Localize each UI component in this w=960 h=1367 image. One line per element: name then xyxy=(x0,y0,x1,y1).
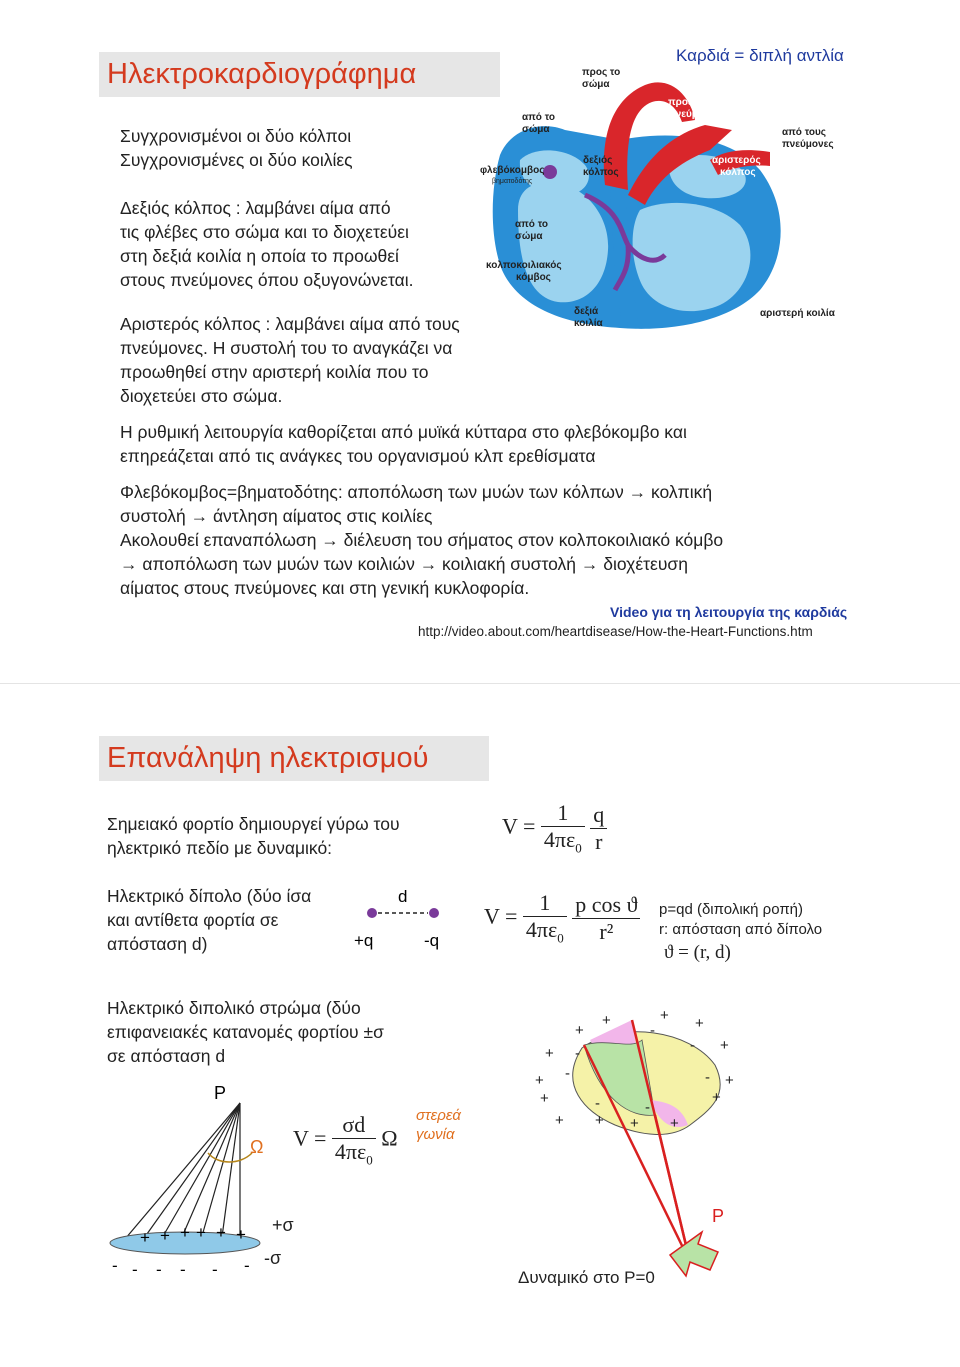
dipole-figure xyxy=(350,880,460,960)
layer-plus-3: + xyxy=(180,1223,190,1242)
layer-plus-6: + xyxy=(236,1225,246,1244)
layer-minus-4: - xyxy=(180,1260,186,1279)
layer-minus-3: - xyxy=(156,1260,162,1279)
surface-minus-4: - xyxy=(650,1022,655,1039)
label-right-atrium: δεξιός κόλπος xyxy=(583,155,619,178)
surface-minus-5: - xyxy=(690,1037,695,1054)
dipole-plus-label: +q xyxy=(354,931,374,950)
surface-plus-10: + xyxy=(725,1072,734,1089)
plus-sigma-label: +σ xyxy=(272,1215,294,1235)
dipole-minus-label: -q xyxy=(424,931,440,950)
slide-separator xyxy=(0,683,960,684)
heart-diagram xyxy=(470,60,850,340)
surface-plus-11: + xyxy=(712,1089,721,1106)
surface-plus-7: + xyxy=(660,1007,669,1024)
label-to-body-top: προς το σώμα xyxy=(582,67,621,90)
video-url[interactable]: http://video.about.com/heartdisease/How-the-Heart-Functions.htm xyxy=(418,624,813,639)
surface-plus-14: + xyxy=(670,1115,679,1132)
surface-minus-2: - xyxy=(565,1065,570,1082)
surface-plus-6: + xyxy=(555,1112,564,1129)
slide1-subtitle: Καρδιά = διπλή αντλία xyxy=(676,46,844,65)
surface-minus-6: - xyxy=(705,1069,710,1086)
closed-surface-figure xyxy=(520,1000,760,1290)
dipole-d: d xyxy=(398,887,408,906)
layer-minus-5: - xyxy=(212,1260,218,1279)
video-link-label[interactable]: Video για τη λειτουργία της καρδιάς xyxy=(610,604,848,620)
surface-plus-1: + xyxy=(602,1012,611,1029)
theta-definition: ϑ = (r, d) xyxy=(664,942,731,963)
rhythm-text: Η ρυθμική λειτουργία καθορίζεται από μυϊκά κύτταρα στο φλεβόκομβο και επηρεάζεται από τις ανάγκες του οργανισμού κλπ ερεθίσματα xyxy=(120,422,687,466)
surface-plus-12: + xyxy=(630,1115,639,1132)
surface-minus-7: - xyxy=(645,1099,650,1116)
point-charge-text: Σημειακό φορτίο δημιουργεί γύρω του ηλεκτρικό πεδίο με δυναμικό: xyxy=(107,814,400,858)
minus-charge xyxy=(429,908,439,918)
dipole-equation: V = $\frac{1}{4\pi\varepsilon_0}$ $\frac{\text{p cos ϑ}}{\text{r²}}$ xyxy=(484,890,640,946)
label-pacemaker: βηματοδότης xyxy=(492,178,533,185)
dipole-text: Ηλεκτρικό δίπολο (δύο ίσα και αντίθετα φορτία σε απόσταση d) xyxy=(107,886,312,954)
plus-charge xyxy=(367,908,377,918)
sinus-node-dot xyxy=(543,165,557,179)
omega-label: Ω xyxy=(250,1137,264,1157)
right-atrium-text: Δεξιός κόλπος : λαμβάνει αίμα από τις φλέβες στο σώμα και το διοχετεύει στη δεξιά κοιλία η οποία το προωθεί στους πνεύμονες όπου οξυγονώνεται. xyxy=(120,198,414,290)
surface-plus-4: + xyxy=(535,1072,544,1089)
potential-zero-label: Δυναμικό στο P=0 xyxy=(518,1268,655,1287)
dipole-notes: p=qd (διπολική ροπή) r: απόσταση από δίπολο xyxy=(659,901,823,938)
surface-plus-13: + xyxy=(595,1112,604,1129)
point-P-label: P xyxy=(214,1083,227,1103)
point-P2-label: P xyxy=(712,1206,725,1226)
label-sinus-node: φλεβόκομβος xyxy=(480,165,545,176)
label-from-body-top: από το σώμα xyxy=(522,112,555,135)
surface-plus-5: + xyxy=(540,1090,549,1107)
layer-minus-6: - xyxy=(244,1256,250,1275)
sync-text: Συγχρονισμένοι οι δύο κόλποι Συγχρονισμένες οι δύο κοιλίες xyxy=(120,126,353,170)
layer-plus-5: + xyxy=(216,1223,226,1242)
layer-plus-2: + xyxy=(160,1226,170,1245)
dipole-layer-text: Ηλεκτρικό διπολικό στρώμα (δύο επιφανειακές κατανομές φορτίου ±σ σε απόσταση d xyxy=(107,998,384,1066)
surface-plus-3: + xyxy=(545,1045,554,1062)
surface-plus-9: + xyxy=(720,1037,729,1054)
label-from-lungs: από τους πνεύμονες xyxy=(782,127,834,150)
left-atrium-text: Αριστερός κόλπος : λαμβάνει αίμα από τους πνεύμονες. Η συστολή του το αναγκάζει να προωθηθεί στην αριστερή κοιλία που το διοχετεύει στο σώμα. xyxy=(120,314,460,406)
label-left-ventricle: αριστερή κοιλία xyxy=(760,308,835,319)
slide2-title: Επανάληψη ηλεκτρισμού xyxy=(99,736,489,781)
layer-minus-1: - xyxy=(112,1256,118,1275)
left-ventricle-chamber xyxy=(633,203,751,311)
label-from-body-bottom: από το σώμα xyxy=(515,219,548,242)
layer-minus-2: - xyxy=(132,1260,138,1279)
minus-sigma-label: -σ xyxy=(264,1248,282,1268)
surface-minus-1: - xyxy=(575,1045,580,1062)
label-to-lungs: προς τους πνεύμονες xyxy=(668,97,720,120)
surface-minus-3: - xyxy=(595,1095,600,1112)
layer-plus-1: + xyxy=(140,1228,150,1247)
dipole-layer-cone xyxy=(100,1075,330,1285)
layer-potential-equation: V = $\frac{\sigma d}{4\pi\varepsilon_0}$ Ω xyxy=(293,1112,398,1168)
slide1-title: Ηλεκτροκαρδιογράφημα xyxy=(99,52,500,97)
surface-plus-2: + xyxy=(575,1022,584,1039)
solid-angle-label: στερεά γωνία xyxy=(416,1107,461,1143)
label-left-atrium: αριστερός κόλπος xyxy=(712,155,761,178)
label-right-ventricle: δεξιά κοιλία xyxy=(574,306,603,329)
surface-plus-8: + xyxy=(695,1015,704,1032)
layer-plus-4: + xyxy=(196,1223,206,1242)
conduction-chain-text: Φλεβόκομβος=βηματοδότης: αποπόλωση των μυών των κόλπων → κολπική συστολή → άντληση αίματος στις κοιλίες Ακολουθεί επαναπόλωση → διέλευση του σήματος στον κολποκοιλιακό κόμβο → αποπόλωση των μυών των κοιλιών → κοιλιακή συστολή → διοχέτευση αίματος στους πνεύμονες και στη γενική κυκλοφορία. xyxy=(120,482,724,598)
label-av-node: κολποκοιλιακός κόμβος xyxy=(486,260,562,283)
point-charge-equation: V = $\frac{1}{4\pi\varepsilon_0}$ $\frac{q}{r}$ xyxy=(502,800,607,856)
